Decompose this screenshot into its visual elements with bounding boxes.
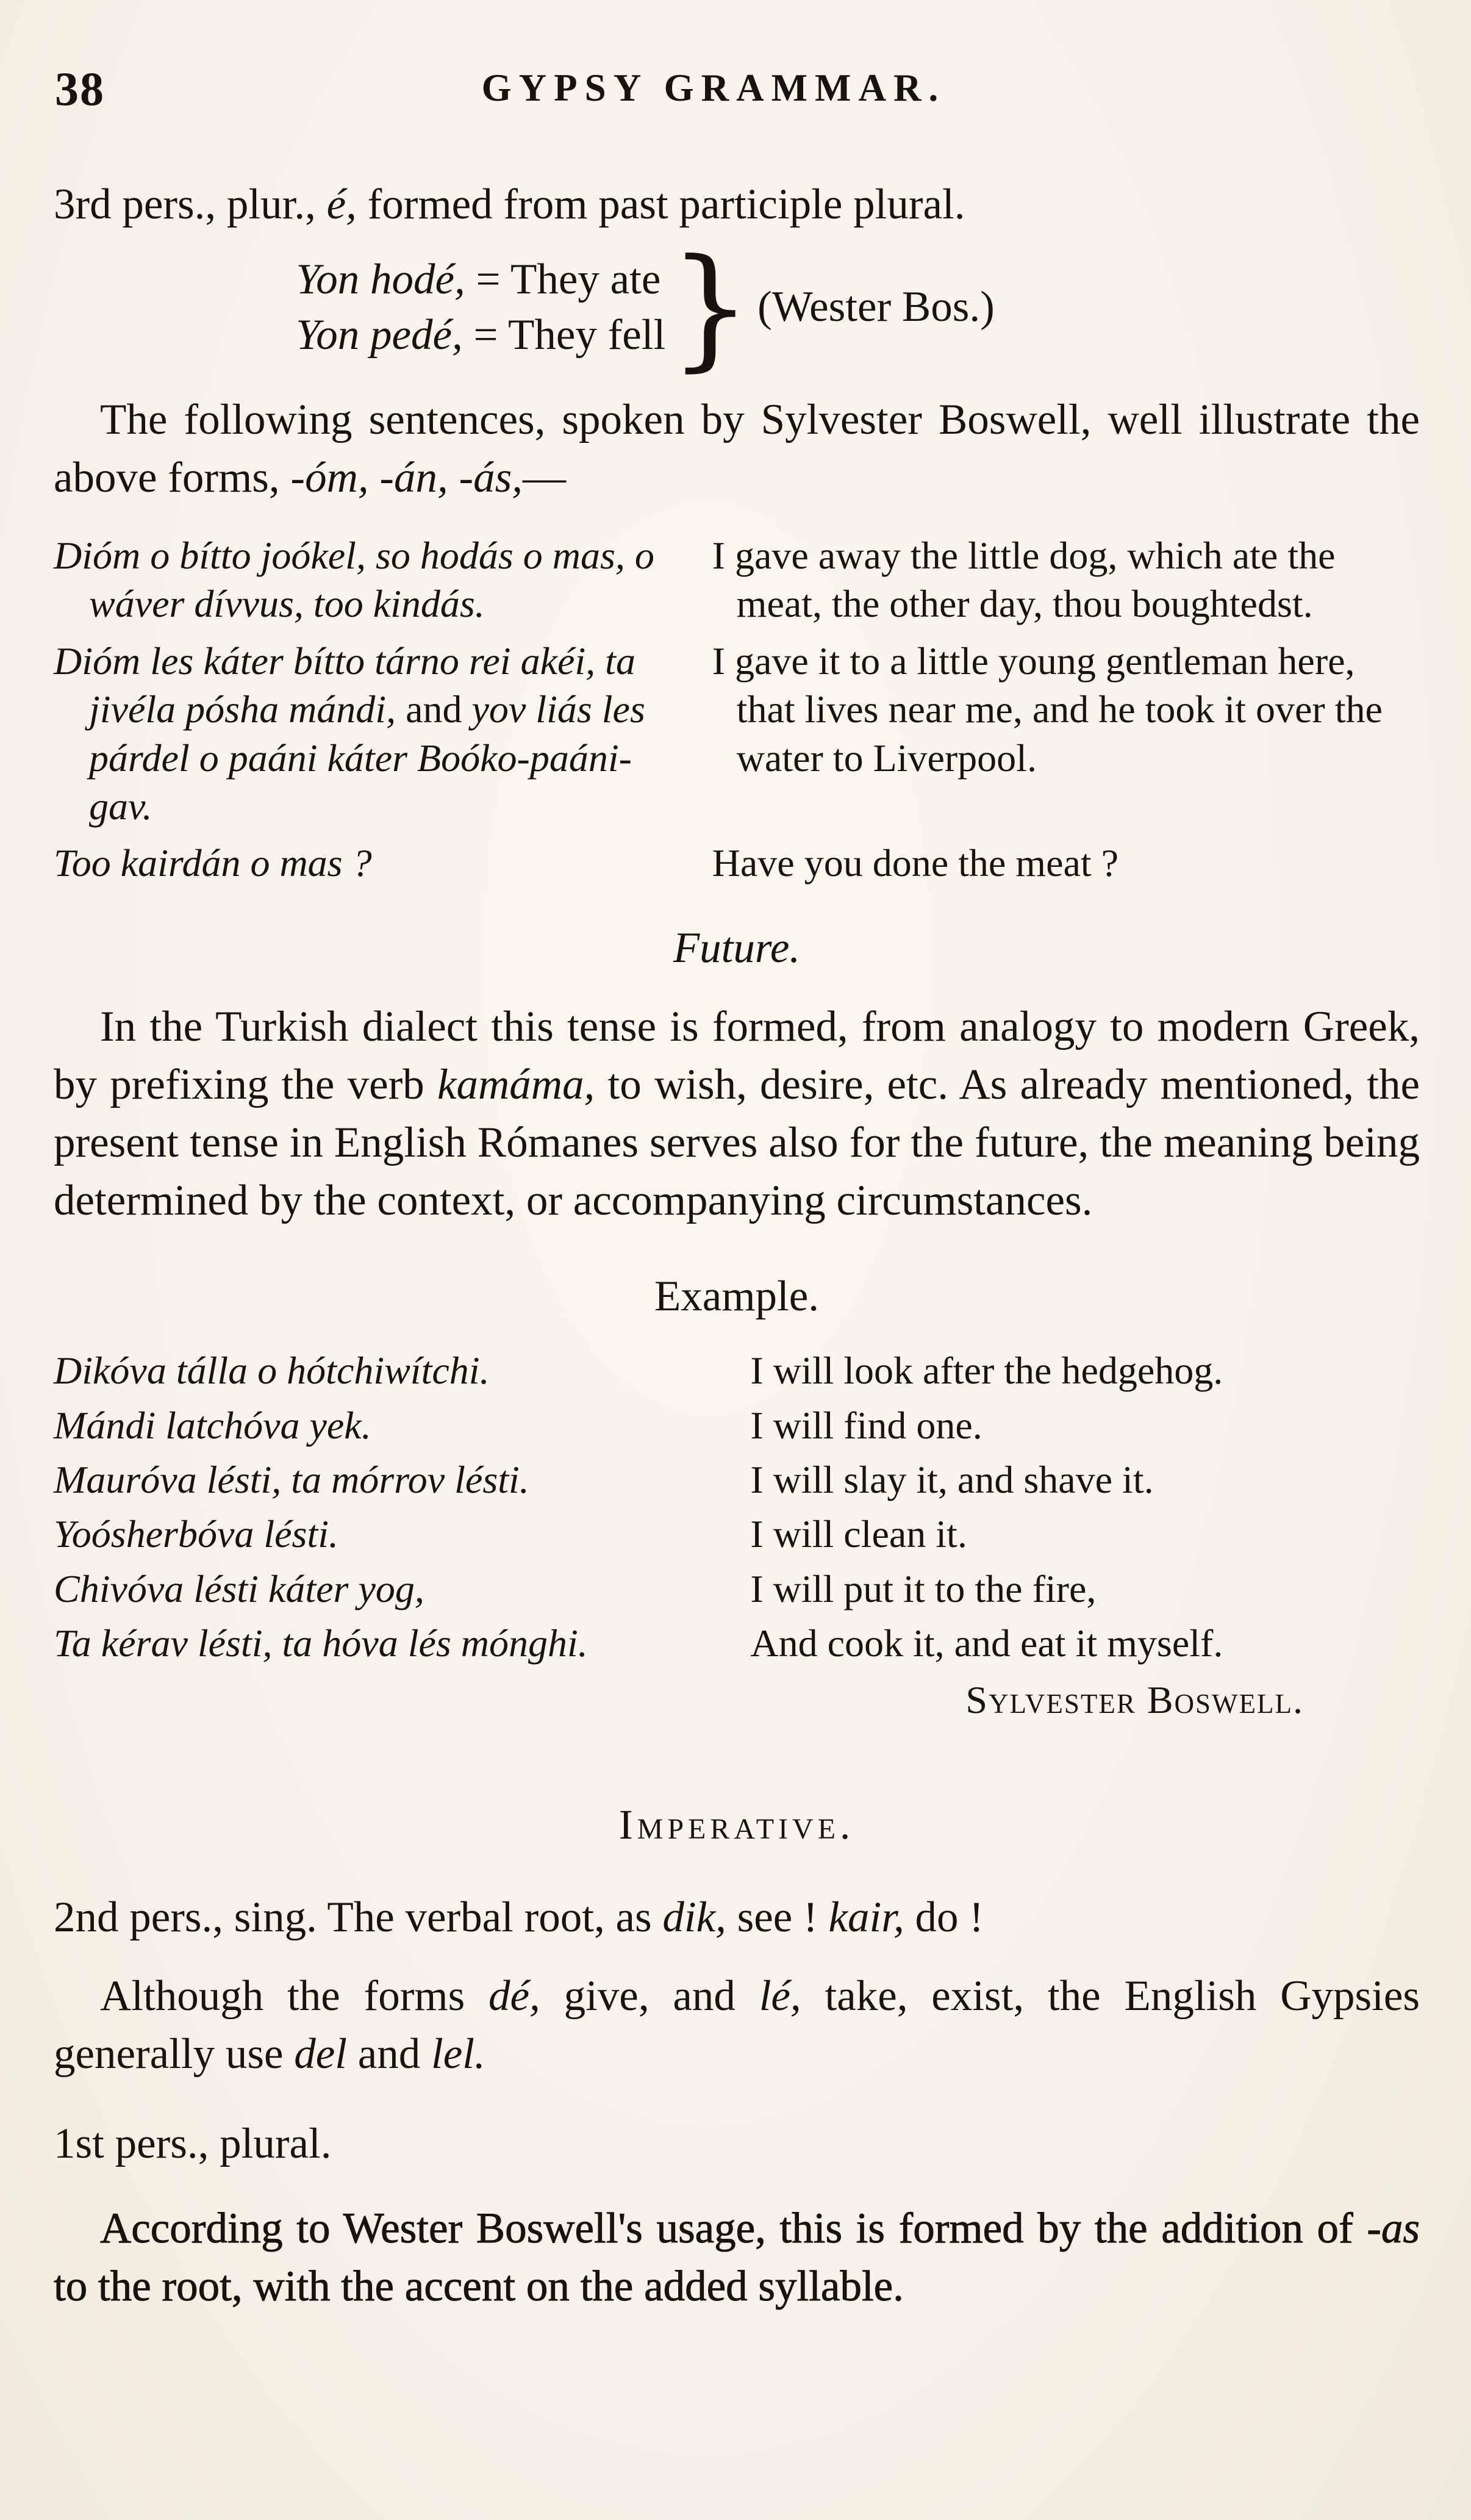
speaker-attribution: Sylvester Boswell. bbox=[965, 1678, 1304, 1721]
sentence-row bbox=[54, 531, 1420, 628]
right-brace-glyph: } bbox=[669, 230, 752, 384]
english-translation: I gave it to a little young gentleman here, that lives near me, and he took it over the water to Liverpool. bbox=[712, 639, 1383, 780]
gypsy-sentence: Too kairdán o mas ? bbox=[54, 841, 372, 885]
future-heading: Future. bbox=[673, 924, 801, 972]
example-row bbox=[54, 1456, 1420, 1504]
first-person-plural-line: 1st pers., plural. bbox=[54, 2120, 332, 2168]
imperative-heading: Imperative. bbox=[618, 1801, 855, 1848]
gypsy-sentence: Mauróva lésti, ta mórrov lésti. bbox=[54, 1458, 529, 1502]
according-paragraph: According to Wester Boswell's usage, this is formed by the addition of -as to the root, with the accent on the added syllable. bbox=[54, 2205, 1420, 2311]
example-row bbox=[54, 1510, 1420, 1558]
second-person-singular-line: 2nd pers., sing. The verbal root, as dik, see ! kair, do ! bbox=[54, 1893, 984, 1941]
gypsy-sentence: Dióm les káter bítto tárno rei akéi, ta jivéla pósha mándi, and yov liás les párdel o paáni káter Boóko-paáni-gav. bbox=[54, 639, 645, 828]
page-number: 38 bbox=[55, 62, 105, 115]
example-row bbox=[54, 1401, 1420, 1449]
gypsy-sentence: Chivóva lésti káter yog, bbox=[54, 1567, 424, 1610]
gypsy-sentence: Yoósherbóva lésti. bbox=[54, 1512, 338, 1556]
english-translation: And cook it, and eat it myself. bbox=[750, 1621, 1223, 1665]
page-header bbox=[54, 54, 1420, 117]
example-heading: Example. bbox=[654, 1273, 820, 1321]
english-translation: I will clean it. bbox=[750, 1512, 967, 1556]
sentence-table bbox=[54, 531, 1420, 888]
sentence-row bbox=[54, 637, 1420, 830]
gypsy-sentence: Dikóva tálla o hótchiwítchi. bbox=[54, 1349, 490, 1393]
although-paragraph: Although the forms dé, give, and lé, take, exist, the English Gypsies generally use del and lel. bbox=[54, 1972, 1420, 2078]
example-row bbox=[54, 1346, 1420, 1395]
couplet-attribution: (Wester Bos.) bbox=[757, 283, 995, 331]
running-title: GYPSY GRAMMAR. bbox=[481, 66, 946, 109]
couplet-line-2: Yon pedé, = They fell bbox=[296, 311, 666, 359]
intro-paragraph: The following sentences, spoken by Sylvester Boswell, well illustrate the above forms, -óm, -án, -ás,— bbox=[54, 395, 1420, 501]
english-translation: I will find one. bbox=[750, 1403, 982, 1447]
example-row bbox=[54, 1565, 1420, 1613]
future-paragraph: In the Turkish dialect this tense is formed, from analogy to modern Greek, by prefixing the verb kamáma, to wish, desire, etc. As already mentioned, the present tense in English Rómanes serves also for the future, the meaning being determined by the context, or accompanying circumstances. bbox=[54, 1002, 1420, 1225]
example-row bbox=[54, 1619, 1420, 1667]
couplet-lines bbox=[296, 252, 665, 363]
couplet-line-1: Yon hodé, = They ate bbox=[296, 256, 661, 304]
gypsy-sentence: Dióm o bítto joókel, so hodás o mas, o wáver dívvus, too kindás. bbox=[54, 534, 654, 626]
english-translation: I will look after the hedgehog. bbox=[750, 1349, 1223, 1393]
sentence-row bbox=[54, 839, 1420, 887]
english-translation: I gave away the little dog, which ate the meat, the other day, thou boughtedst. bbox=[712, 534, 1336, 626]
example-table bbox=[54, 1346, 1420, 1667]
third-person-plural-line: 3rd pers., plur., é, formed from past participle plural. bbox=[54, 181, 965, 228]
english-translation: Have you done the meat ? bbox=[712, 841, 1119, 885]
gypsy-sentence: Ta kérav lésti, ta hóva lés mónghi. bbox=[54, 1621, 588, 1665]
wester-bos-couplet bbox=[296, 230, 995, 384]
english-translation: I will slay it, and shave it. bbox=[750, 1458, 1154, 1502]
gypsy-sentence: Mándi latchóva yek. bbox=[54, 1403, 371, 1447]
english-translation: I will put it to the fire, bbox=[750, 1567, 1097, 1610]
